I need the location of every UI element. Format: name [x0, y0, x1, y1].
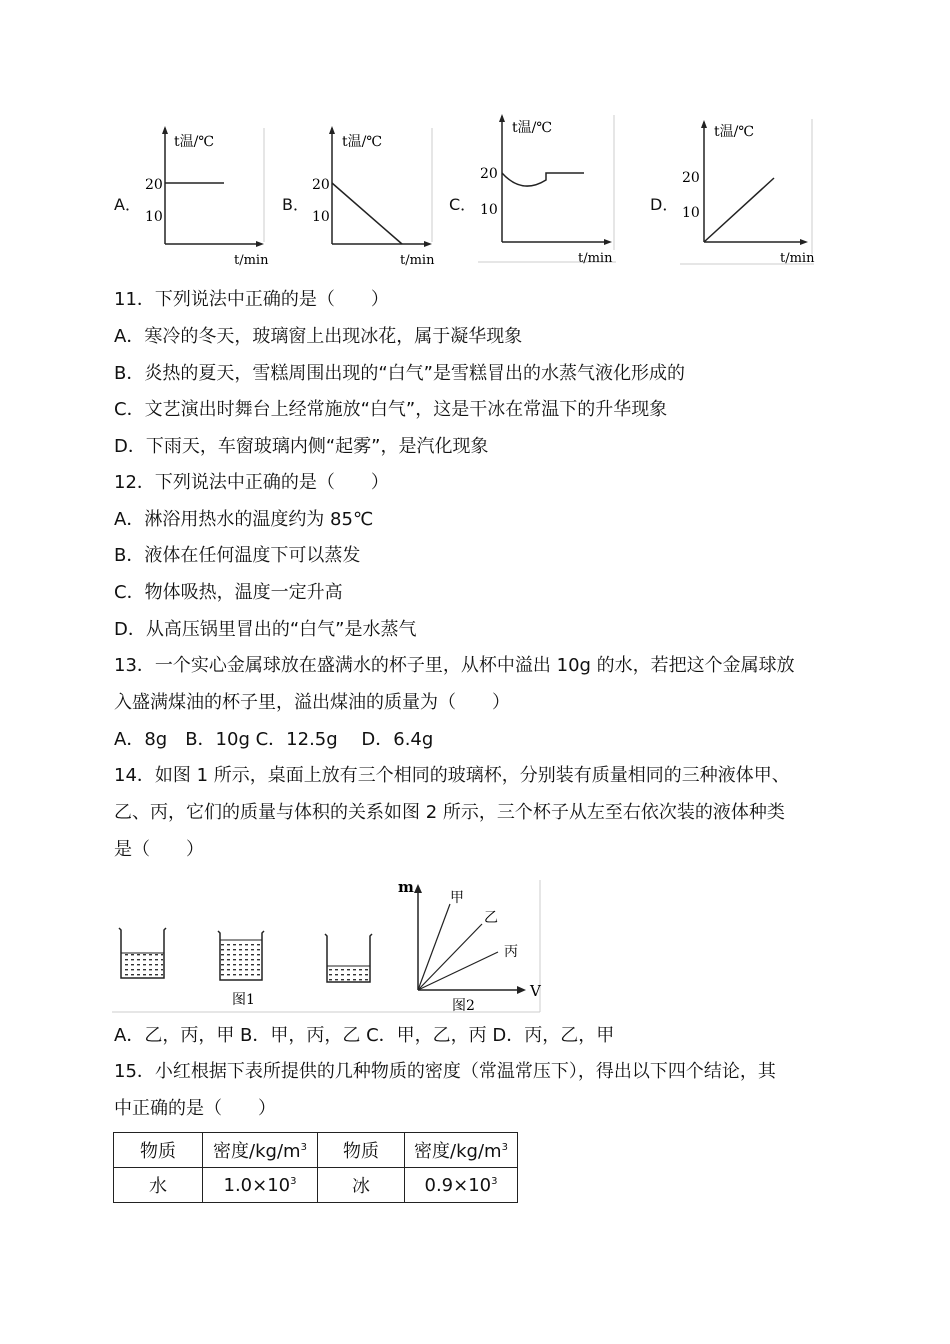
graph-b-xlabel: t/min: [400, 253, 435, 268]
graph-a-tick-20: 20: [145, 177, 163, 193]
q14-line-1: 14．如图 1 所示，桌面上放有三个相同的玻璃杯，分别装有质量相同的三种液体甲、: [114, 765, 790, 786]
line-yi-label: 乙: [484, 910, 498, 926]
graph-a-label: A．: [114, 195, 141, 214]
q11-option-d: D．下雨天，车窗玻璃内侧“起雾”，是汽化现象: [114, 436, 489, 457]
table-header-row: [114, 1133, 518, 1168]
graph-c-tick-20: 20: [480, 166, 498, 182]
graph-c-tick-10: 10: [480, 202, 498, 218]
fig1-caption: 图1: [232, 992, 255, 1008]
graph-c: [476, 110, 621, 268]
graph-a: [138, 120, 273, 270]
q12-option-c: C．物体吸热，温度一定升高: [114, 582, 343, 603]
q13-options: A．8g B．10g C．12.5g D．6.4g: [114, 729, 434, 750]
q13-line-2: 入盛满煤油的杯子里，溢出煤油的质量为（ ）: [114, 692, 510, 713]
table-cell: 密度$/kg/m^3$: [405, 1133, 518, 1168]
q12-stem: 12．下列说法中正确的是（ ）: [114, 472, 389, 493]
graph-b: [306, 120, 441, 270]
graph-d-xlabel: t/min: [780, 251, 815, 266]
table-row: [114, 1168, 518, 1203]
q14-line-3: 是（ ）: [114, 839, 204, 860]
table-cell: 物质: [318, 1133, 405, 1168]
density-table: [113, 1132, 518, 1203]
graph-a-tick-10: 10: [145, 209, 163, 225]
graph-b-label: B．: [282, 195, 309, 214]
graph-c-xlabel: t/min: [578, 251, 613, 266]
q11-option-b: B．炎热的夏天，雪糕周围出现的“白气”是雪糕冒出的水蒸气液化形成的: [114, 363, 685, 384]
q14-options: A．乙，丙，甲 B．甲，丙，乙 C．甲，乙，丙 D．丙，乙，甲: [114, 1025, 615, 1046]
q14-figure: [112, 878, 544, 1018]
line-bing-label: 丙: [504, 944, 518, 960]
beaker-1: [119, 928, 166, 978]
fig2-xlabel: V: [530, 982, 541, 1000]
graph-d-tick-20: 20: [682, 170, 700, 186]
graph-a-ylabel: t温/℃: [174, 134, 215, 150]
table-cell: 水: [114, 1168, 203, 1203]
table-cell: $0.9\times 10^3$: [405, 1168, 518, 1203]
table-cell: $1.0\times 10^3$: [203, 1168, 318, 1203]
q12-option-a: A．淋浴用热水的温度约为 85℃: [114, 509, 374, 530]
graph-b-tick-10: 10: [312, 209, 330, 225]
graph-d-ylabel: t温/℃: [714, 124, 755, 140]
graph-a-xlabel: t/min: [234, 253, 269, 268]
q15-line-1: 15．小红根据下表所提供的几种物质的密度（常温常压下），得出以下四个结论，其: [114, 1061, 776, 1082]
table-cell: 密度$/kg/m^3$: [203, 1133, 318, 1168]
q11-stem: 11．下列说法中正确的是（ ）: [114, 289, 389, 310]
beaker-3: [325, 934, 372, 982]
fig2-caption: 图2: [452, 998, 475, 1014]
fig2-ylabel: m: [398, 878, 414, 896]
q12-option-b: B．液体在任何温度下可以蒸发: [114, 545, 361, 566]
q15-line-2: 中正确的是（ ）: [114, 1098, 276, 1119]
table-cell: 物质: [114, 1133, 203, 1168]
q11-option-c: C．文艺演出时舞台上经常施放“白气”，这是干冰在常温下的升华现象: [114, 399, 668, 420]
q12-option-d: D．从高压锅里冒出的“白气”是水蒸气: [114, 619, 417, 640]
beaker-2: [218, 931, 264, 980]
q11-option-a: A．寒冷的冬天，玻璃窗上出现冰花，属于凝华现象: [114, 326, 523, 347]
graph-c-label: C．: [449, 195, 477, 214]
table-cell: 冰: [318, 1168, 405, 1203]
graph-d: [678, 114, 818, 268]
graph-b-tick-20: 20: [312, 177, 330, 193]
graph-d-label: D．: [650, 195, 679, 214]
q14-line-2: 乙、丙，它们的质量与体积的关系如图 2 所示，三个杯子从左至右依次装的液体种类: [114, 802, 785, 823]
graph-b-ylabel: t温/℃: [342, 134, 383, 150]
graph-d-tick-10: 10: [682, 205, 700, 221]
graph-c-ylabel: t温/℃: [512, 120, 553, 136]
line-jia-label: 甲: [450, 890, 464, 906]
q13-line-1: 13．一个实心金属球放在盛满水的杯子里，从杯中溢出 10g 的水，若把这个金属球放: [114, 655, 795, 676]
